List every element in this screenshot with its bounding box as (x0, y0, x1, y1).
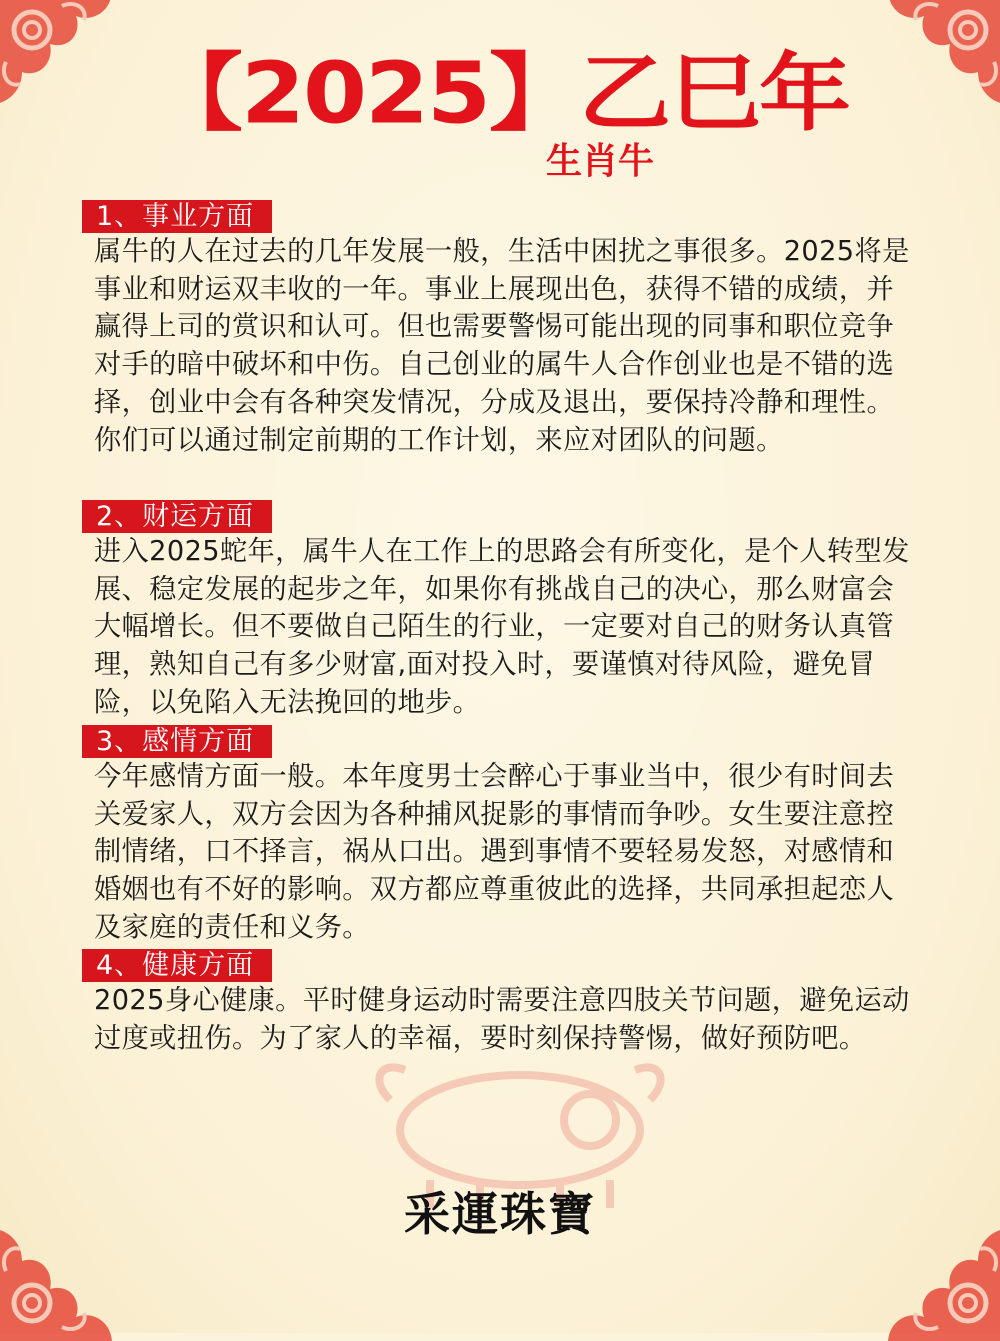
section-body: 今年感情方面一般。本年度男士会醉心于事业当中，很少有时间去关爱家人，双方会因为各种捕风捉影的事情而争吵。女生要注意控制情绪，口不择言，祸从口出。遇到事情不要轻易发怒，对感情和婚姻也有不好的影响。双方都应尊重彼此的选择，共同承担起恋人及家庭的责任和义务。 (94, 761, 895, 943)
section-body: 属牛的人在过去的几年发展一般，生活中困扰之事很多。2025将是事业和财运双丰收的一年。事业上展现出色，获得不错的成绩，并赢得上司的赏识和认可。但也需要警惕可能出现的同事和职位竞争对手的暗中破坏和中伤。自己创业的属牛人合作创业也是不错的选择，创业中会有各种突发情况，分成及退出，要保持冷静和理性。你们可以通过制定前期的工作计划，来应对团队的问题。 (94, 236, 910, 456)
section-heading: 3、感情方面 (82, 725, 272, 758)
section-body: 2025身心健康。平时健身运动时需要注意四肢关节问题，避免运动过度或扭伤。为了家人的幸福，要时刻保持警惕，做好预防吧。 (94, 985, 910, 1054)
section-career (82, 200, 917, 459)
ox-zodiac-icon (350, 1040, 690, 1210)
brand-logo-text: 采運珠寶 (404, 1187, 596, 1241)
section-relationship (82, 725, 917, 947)
page-title: 【2025】乙巳年 (150, 44, 850, 143)
section-heading: 4、健康方面 (82, 949, 272, 982)
section-body: 进入2025蛇年，属牛人在工作上的思路会有所变化，是个人转型发展、稳定发展的起步之年，如果你有挑战自己的决心，那么财富会大幅增长。但不要做自己陌生的行业，一定要对自己的财务认真管理，熟知自己有多少财富,面对投入时，要谨慎对待风险，避免冒险，以免陷入无法挽回的地步。 (94, 536, 910, 718)
section-heading: 2、财运方面 (82, 500, 272, 533)
section-heading: 1、事业方面 (82, 200, 272, 233)
page-subtitle: 生肖牛 (545, 141, 654, 182)
section-wealth (82, 500, 917, 722)
